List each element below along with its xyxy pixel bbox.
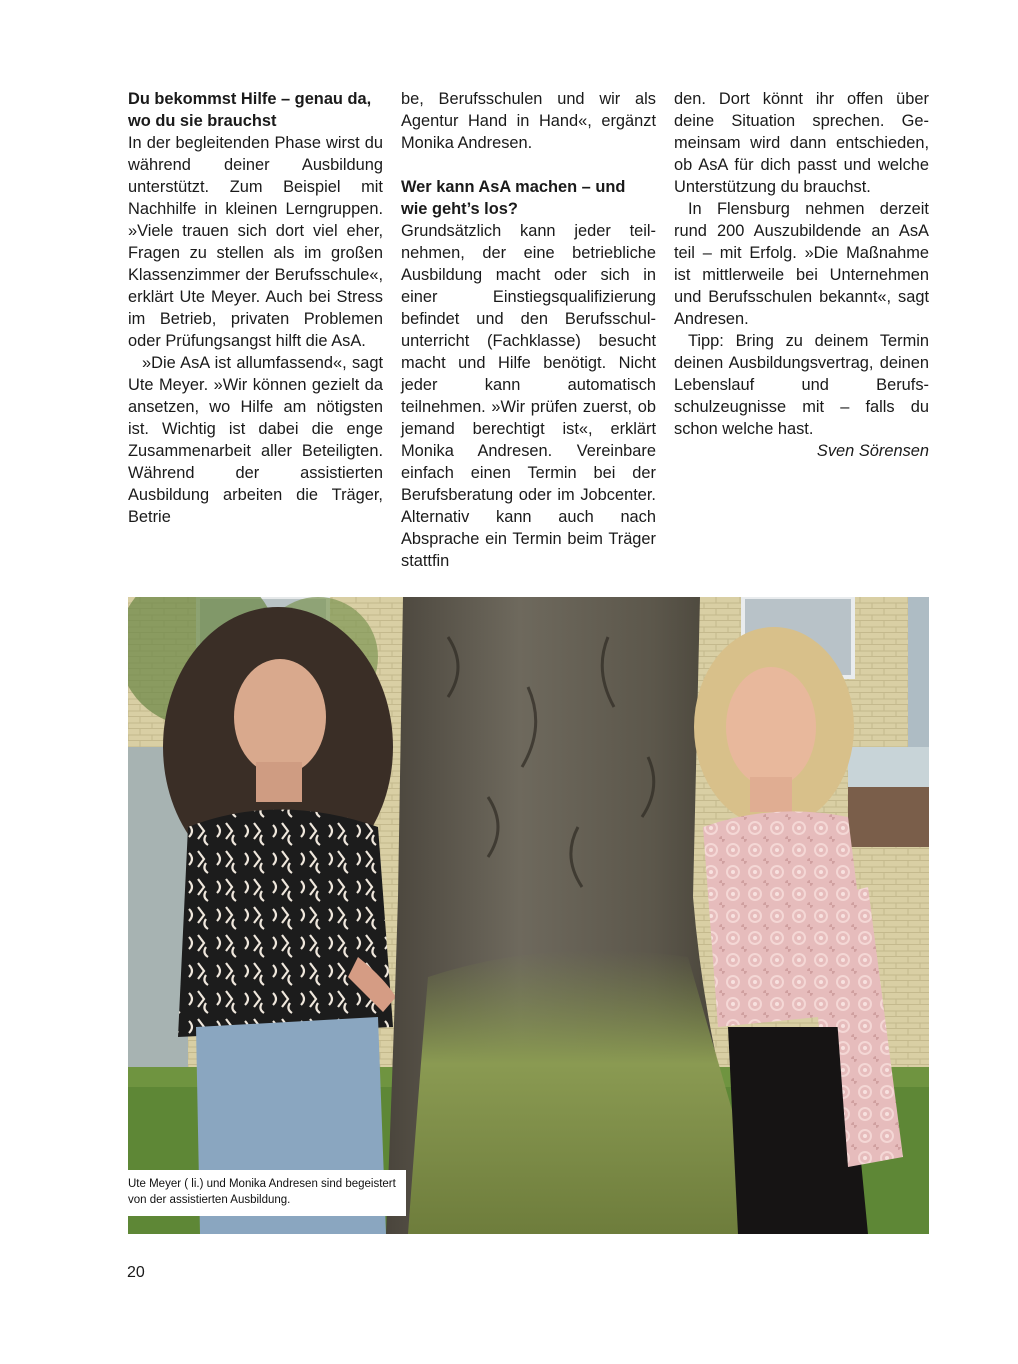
- subheading-eligibility: Wer kann AsA machen – und wie geht’s los?: [401, 178, 626, 218]
- paragraph-collaboration: »Die AsA ist allumfassend«, sagt Ute Meyer. »Wir können gezielt da ansetzen, wo Hilfe am nötigsten ist. Wichtig ist dabei die enge Zusammenarbeit aller Beteiligten. Während der assistierten Ausbildung arbeiten die Träger, Betrie: [128, 354, 383, 526]
- article-photo: [128, 597, 929, 1234]
- paragraph-support: In der begleitenden Phase wirst du während deiner Ausbildung unterstützt. Zum Beispiel mit Nachhilfe in kleinen Lerngruppen. »Viele trauen sich dort viel eher, Fragen zu stellen als im großen Klassenzimmer der Berufsschule«, erklärt Ute Meyer. Auch bei Stress im Betrieb, privaten Problemen oder Prüfungsangst hilft die AsA.: [128, 134, 383, 350]
- page-number: 20: [127, 1264, 145, 1281]
- subheading-help: Du bekommst Hilfe – genau da, wo du sie brauchst: [128, 90, 372, 130]
- photo-illustration: [128, 597, 929, 1234]
- article-column-1: [128, 88, 383, 528]
- author-name: Sven Sörensen: [816, 442, 929, 460]
- paragraph-tip: Tipp: Bring zu deinem Termin deinen Ausbildungsvertrag, deinen Lebenslauf und Berufsschulzeugnisse mit – falls du schon welche hast.: [674, 332, 929, 438]
- paragraph-flensburg: In Flensburg nehmen derzeit rund 200 Auszubildende an AsA teil – mit Erfolg. »Die Maßnahme ist mittlerweile bei Unternehmen und Berufsschulen bekannt«, sagt Andresen.: [674, 200, 929, 328]
- photo-caption: Ute Meyer ( li.) und Monika Andresen sind begeistert von der assistierten Ausbildung.: [128, 1170, 406, 1216]
- paragraph-eligibility-cont: den. Dort könnt ihr offen über deine Situation sprechen. Gemeinsam wird dann entschieden, ob AsA für dich passt und welche Unterstützung du brauchst.: [674, 90, 929, 196]
- article-column-2: [401, 88, 656, 572]
- paragraph-collaboration-cont: be, Berufsschulen und wir als Agentur Hand in Hand«, ergänzt Monika Andresen.: [401, 90, 656, 152]
- paragraph-eligibility: Grundsätzlich kann jeder teilnehmen, der eine betriebliche Ausbildung macht oder sich in einer Einstiegsqualifizierung befindet und den Berufsschulunterricht (Fachklasse) besucht macht und Hilfe benötigt. Nicht jeder kann automatisch teilnehmen. »Wir prüfen zuerst, ob jemand berechtigt ist«, erklärt Monika Andresen. Vereinbare einfach einen Termin bei der Berufsberatung oder im Jobcenter. Alternativ kann auch nach Absprache ein Termin beim Träger stattfin: [401, 222, 656, 570]
- article-column-3: [674, 88, 929, 462]
